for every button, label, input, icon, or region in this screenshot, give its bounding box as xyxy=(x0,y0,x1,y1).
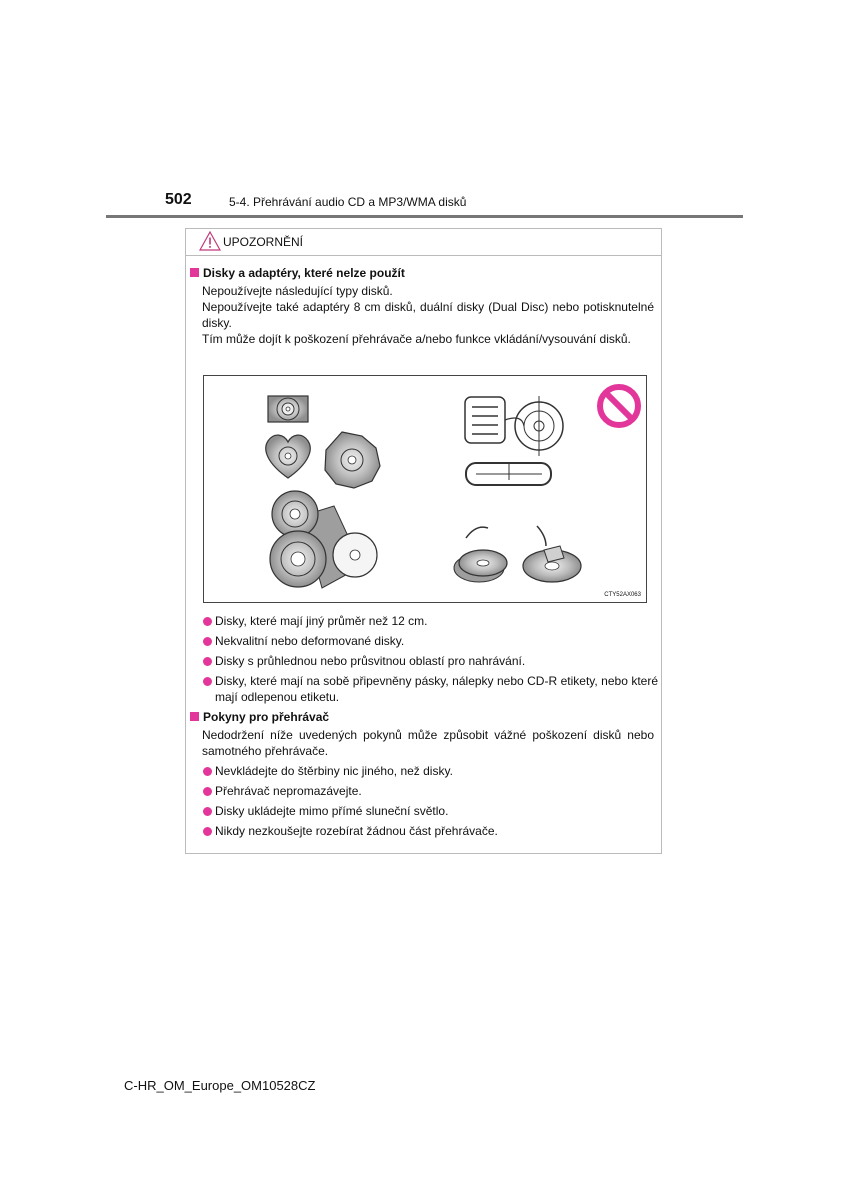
list-item xyxy=(202,763,658,779)
section-heading-player xyxy=(190,710,329,724)
bullet-icon xyxy=(203,807,212,816)
paragraph-player: Nedodržení níže uvedených pokynů může způsobit vážné poškození disků nebo samotného přehrávače. xyxy=(202,728,654,758)
document-code: C-HR_OM_Europe_OM10528CZ xyxy=(124,1078,316,1093)
paragraph-line-3: Tím může dojít k poškození přehrávače a/nebo funkce vkládání/vysouvání disků. xyxy=(202,332,631,346)
list-item-text: Nikdy nezkoušejte rozebírat žádnou část přehrávače. xyxy=(215,824,498,838)
list-item xyxy=(202,653,658,669)
figure-code: CTY52AX063 xyxy=(604,592,641,598)
bullet-icon xyxy=(203,617,212,626)
list-item-text: Nevkládejte do štěrbiny nic jiného, než disky. xyxy=(215,764,453,778)
chapter-title: 5-4. Přehrávání audio CD a MP3/WMA disků xyxy=(229,195,467,209)
caution-box xyxy=(185,228,662,854)
list-item-text: Disky ukládejte mimo přímé sluneční světlo. xyxy=(215,804,449,818)
bullet-icon xyxy=(203,827,212,836)
header-rule xyxy=(106,215,743,218)
section-marker xyxy=(190,712,199,721)
list-item xyxy=(202,783,658,799)
list-item-text: Disky, které mají jiný průměr než 12 cm. xyxy=(215,614,428,628)
bullet-icon xyxy=(203,787,212,796)
list-item xyxy=(202,613,658,629)
paragraph-line-2: Nepoužívejte také adaptéry 8 cm disků, duální disky (Dual Disc) nebo potisknutelné disky. xyxy=(202,300,654,330)
list-item-text: Disky s průhlednou nebo průsvitnou oblastí pro nahrávání. xyxy=(215,654,526,668)
list-item xyxy=(202,823,658,839)
no-entry-icon xyxy=(600,387,638,425)
section-heading-discs xyxy=(190,266,405,280)
bullet-icon xyxy=(203,767,212,776)
section-heading-text: Disky a adaptéry, které nelze použít xyxy=(203,266,405,280)
bullet-icon xyxy=(203,637,212,646)
section-marker xyxy=(190,268,199,277)
bullet-icon xyxy=(203,657,212,666)
list-item-text: Disky, které mají na sobě připevněny pásky, nálepky nebo CD-R etikety, nebo které mají odlepenou etiketu. xyxy=(215,674,658,704)
square-card-disc-icon xyxy=(268,396,308,422)
peeling-label-disc-icon xyxy=(454,526,581,582)
heart-shaped-disc-icon xyxy=(266,435,310,478)
section-heading-text: Pokyny pro přehrávač xyxy=(203,710,330,724)
list-item-text: Nekvalitní nebo deformované disky. xyxy=(215,634,405,648)
translucent-disc-player-icon xyxy=(465,396,563,485)
caution-header xyxy=(186,229,661,256)
caution-title: UPOZORNĚNÍ xyxy=(223,235,304,249)
adapter-discs-icon xyxy=(270,491,377,588)
list-item xyxy=(202,633,658,649)
warning-triangle-icon xyxy=(199,231,221,251)
list-item-text: Přehrávač nepromazávejte. xyxy=(215,784,362,798)
bullet-icon xyxy=(203,677,212,686)
paragraph-line-1: Nepoužívejte následující typy disků. xyxy=(202,284,393,298)
octagonal-disc-icon xyxy=(325,432,380,488)
list-item xyxy=(202,803,658,819)
list-item xyxy=(202,673,658,705)
figure-unusable-discs xyxy=(203,375,647,603)
figure-illustration xyxy=(204,376,646,602)
page-number: 502 xyxy=(165,191,192,208)
